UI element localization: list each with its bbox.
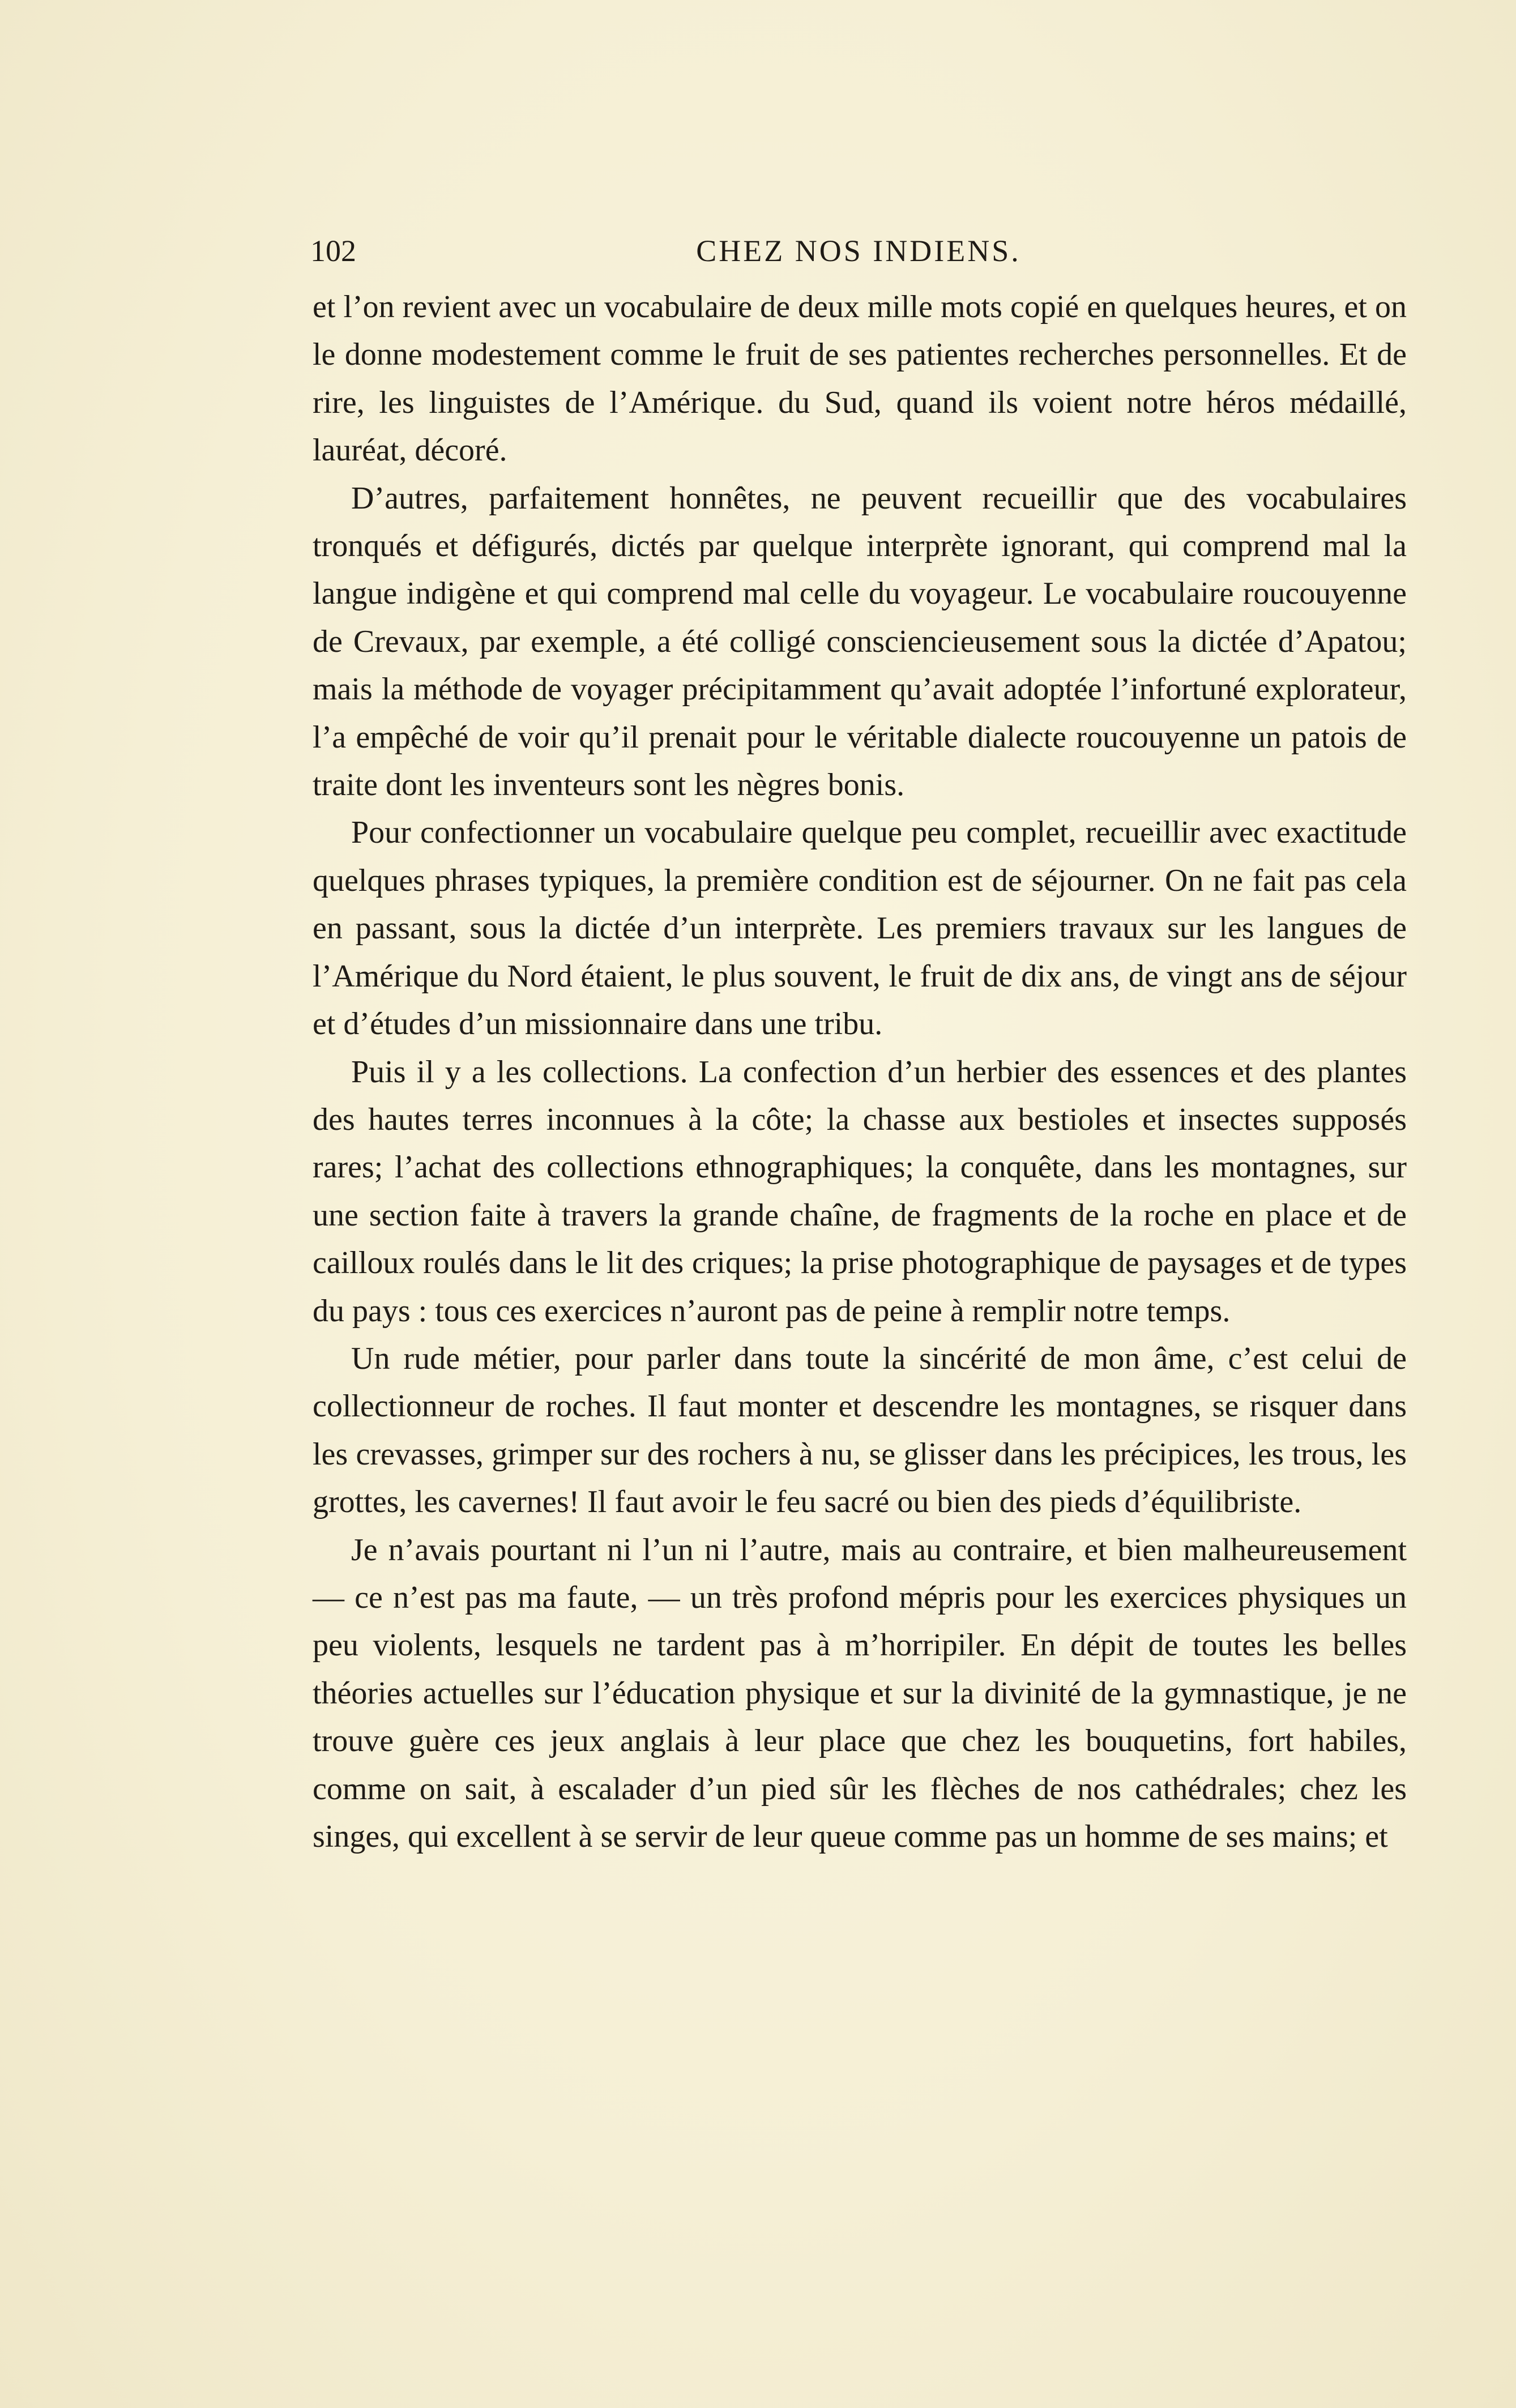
body-text <box>313 283 1407 1860</box>
page-number: 102 <box>310 234 356 268</box>
paragraph: et l’on revient avec un vocabulaire de deux mille mots copié en quelques heures, et on le donne modestement comme le fruit de ses patientes recherches personnelles. Et de rire, les linguistes de l’Amérique. du Sud, quand ils voient notre héros médaillé, lauréat, décoré. <box>313 289 1407 468</box>
paragraph: Puis il y a les collections. La confection d’un herbier des essences et des plantes des hautes terres inconnues à la côte; la chasse aux bestioles et insectes supposés rares; l’achat des collections ethnographiques; la conquête, dans les montagnes, sur une section faite à travers la grande chaîne, de fragments de la roche en place et de cailloux roulés dans le lit des criques; la prise photographique de paysages et de types du pays : tous ces exercices n’auront pas de peine à remplir notre temps. <box>313 1054 1407 1329</box>
paragraph: D’autres, parfaitement honnêtes, ne peuvent recueillir que des vocabulaires tronqués et défigurés, dictés par quelque interprète ignorant, qui comprend mal la langue indigène et qui comprend mal celle du voyageur. Le vocabulaire roucouyenne de Crevaux, par exemple, a été colligé consciencieusement sous la dictée d’Apatou; mais la méthode de voyager précipitamment qu’avait adoptée l’infortuné explorateur, l’a empêché de voir qu’il prenait pour le véritable dialecte roucouyenne un patois de traite dont les inventeurs sont les nègres bonis. <box>313 480 1407 803</box>
paragraph: Pour confectionner un vocabulaire quelque peu complet, recueillir avec exactitude quelques phrases typiques, la première condition est de séjourner. On ne fait pas cela en passant, sous la dictée d’un interprète. Les premiers travaux sur les langues de l’Amérique du Nord étaient, le plus souvent, le fruit de dix ans, de vingt ans de séjour et d’études d’un missionnaire dans une tribu. <box>313 815 1407 1042</box>
page-header <box>310 231 1407 271</box>
running-title: CHEZ NOS INDIENS. <box>696 234 1021 268</box>
paragraph: Je n’avais pourtant ni l’un ni l’autre, mais au contraire, et bien malheureusement — ce n’est pas ma faute, — un très profond mépris pour les exercices physiques un peu violents, lesquels ne tardent pas à m’horripiler. En dépit de toutes les belles théories actuelles sur l’éducation physique et sur la divinité de la gymnastique, je ne trouve guère ces jeux anglais à leur place que chez les bouquetins, fort habiles, comme on sait, à escalader d’un pied sûr les flèches de nos cathédrales; chez les singes, qui excellent à se servir de leur queue comme pas un homme de ses mains; et <box>313 1532 1407 1854</box>
paragraph: Un rude métier, pour parler dans toute la sincérité de mon âme, c’est celui de collectionneur de roches. Il faut monter et descendre les montagnes, se risquer dans les crevasses, grimper sur des rochers à nu, se glisser dans les précipices, les trous, les grottes, les cavernes! Il faut avoir le feu sacré ou bien des pieds d’équilibriste. <box>313 1340 1407 1520</box>
